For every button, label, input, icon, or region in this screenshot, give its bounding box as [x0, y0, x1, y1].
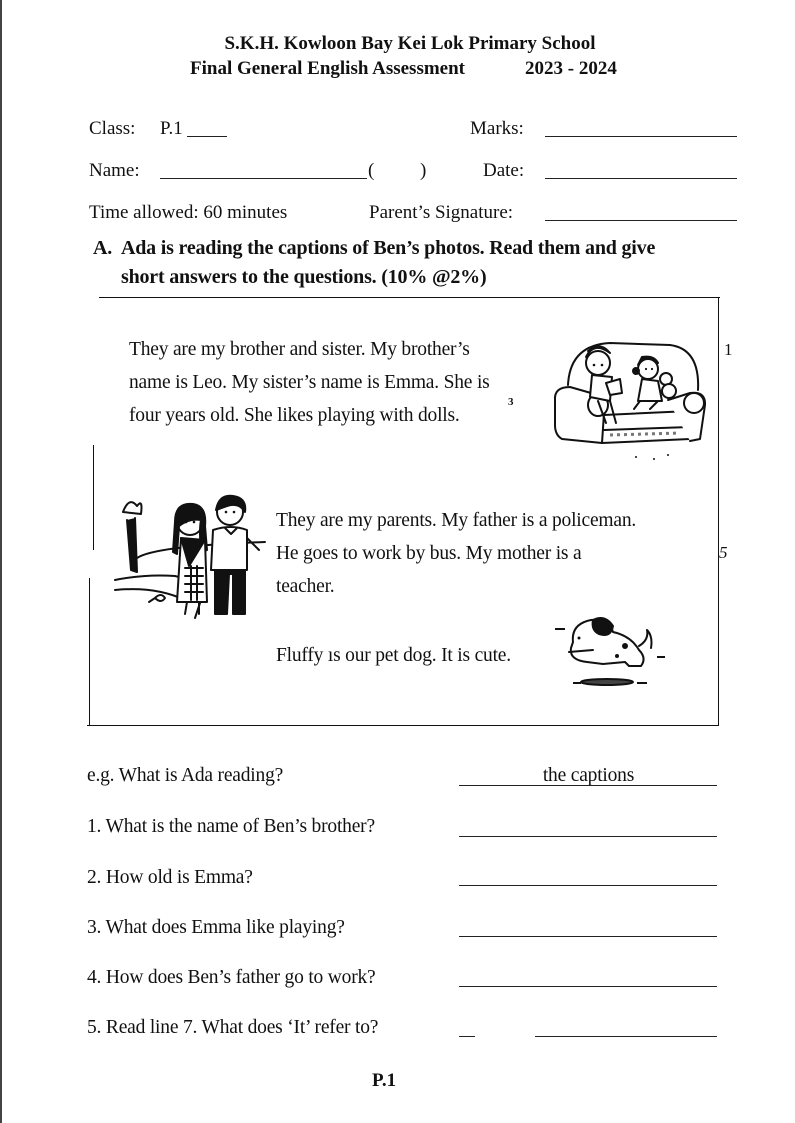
answer-example: the captions: [542, 765, 635, 786]
answer-line-5-start[interactable]: [459, 1036, 475, 1037]
date-blank[interactable]: [545, 178, 737, 179]
answer-line-3[interactable]: [459, 936, 717, 937]
class-blank[interactable]: [187, 136, 227, 137]
passage-line-3: four years old. She likes playing with dolls.: [129, 405, 460, 426]
line-number-5: 5: [719, 543, 728, 562]
marks-blank[interactable]: [545, 136, 737, 137]
section-letter: A.: [93, 237, 113, 259]
date-label: Date:: [483, 160, 525, 181]
passage-box-left-border-lower: [89, 578, 90, 725]
parents-line-1: They are my parents. My father is a policeman.: [276, 510, 637, 531]
name-blank[interactable]: [160, 178, 367, 179]
question-1: 1. What is the name of Ben’s brother?: [87, 816, 375, 837]
school-year: 2023 - 2024: [525, 58, 617, 79]
dog-line: Fluffy ıs our pet dog. It is cute.: [276, 645, 511, 666]
class-number-open: (: [368, 160, 375, 181]
passage-line-1: They are my brother and sister. My brother’s: [129, 339, 470, 360]
parents-line-3: teacher.: [276, 576, 335, 597]
dog-illustration: [555, 612, 670, 692]
question-3: 3. What does Emma like playing?: [87, 917, 345, 938]
passage-line-2: name is Leo. My sister’s name is Emma. She is: [129, 372, 490, 393]
time-allowed: Time allowed: 60 minutes: [89, 202, 288, 223]
page-number: P.1: [372, 1070, 397, 1091]
line-number-1: 1: [724, 340, 733, 359]
question-2: 2. How old is Emma?: [87, 867, 253, 888]
instruction-line-1: Ada is reading the captions of Ben’s photos. Read them and give: [121, 237, 656, 259]
children-on-sofa-illustration: [550, 335, 710, 465]
answer-line-example: [459, 785, 717, 786]
assessment-title: Final General English Assessment: [190, 58, 465, 79]
class-value: P.1: [160, 118, 183, 139]
parent-signature-blank[interactable]: [545, 220, 737, 221]
passage-box-right-border: [718, 297, 719, 725]
name-label: Name:: [89, 160, 140, 181]
instruction-line-2: short answers to the questions. (10% @2%): [121, 266, 487, 288]
marks-label: Marks:: [470, 118, 524, 139]
question-example: e.g. What is Ada reading?: [87, 765, 284, 786]
question-5: 5. Read line 7. What does ‘It’ refer to?: [87, 1017, 379, 1038]
answer-line-4[interactable]: [459, 986, 717, 987]
class-label: Class:: [89, 118, 136, 139]
passage-box-top-border: [99, 297, 720, 298]
question-4: 4. How does Ben’s father go to work?: [87, 967, 376, 988]
line-number-3: 3: [508, 396, 514, 408]
passage-box-left-border: [93, 445, 94, 550]
parents-illustration: [115, 490, 275, 620]
parent-signature-label: Parent’s Signature:: [369, 202, 514, 223]
passage-box-bottom-border: [87, 725, 719, 726]
page-edge: [0, 0, 2, 1123]
parents-line-2: He goes to work by bus. My mother is a: [276, 543, 582, 564]
answer-line-1[interactable]: [459, 836, 717, 837]
answer-line-2[interactable]: [459, 885, 717, 886]
class-number-close: ): [420, 160, 427, 181]
answer-line-5[interactable]: [535, 1036, 717, 1037]
school-name: S.K.H. Kowloon Bay Kei Lok Primary School: [224, 33, 596, 54]
